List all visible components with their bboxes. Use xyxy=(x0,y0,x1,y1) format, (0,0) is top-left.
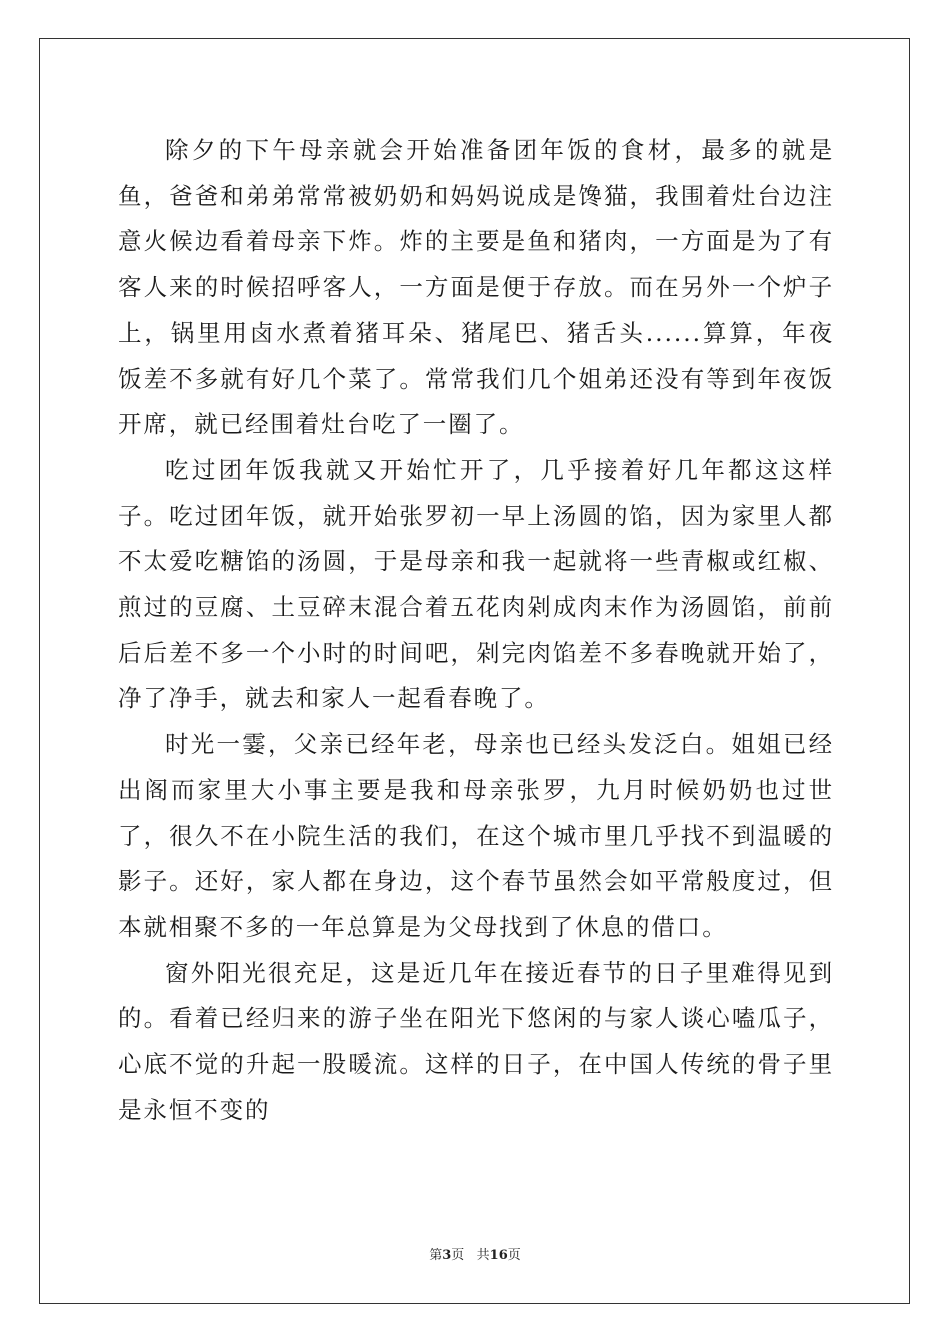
page-footer xyxy=(0,1244,950,1263)
paragraph-3: 时光一霎，父亲已经年老，母亲也已经头发泛白。姐姐已经出阁而家里大小事主要是我和母亲张罗，九月时候奶奶也过世了，很久不在小院生活的我们，在这个城市里几乎找不到温暖的影子。还好，家人都在身边，这个春节虽然会如平常般度过，但本就相聚不多的一年总算是为父母找到了休息的借口。 xyxy=(118,730,834,941)
paragraph-1: 除夕的下午母亲就会开始准备团年饭的食材，最多的就是鱼，爸爸和弟弟常常被奶奶和妈妈说成是馋猫，我围着灶台边注意火候边看着母亲下炸。炸的主要是鱼和猪肉，一方面是为了有客人来的时候招呼客人，一方面是便于存放。而在另外一个炉子上，锅里用卤水煮着猪耳朵、猪尾巴、猪舌头......算算，年夜饭差不多就有好几个菜了。常常我们几个姐弟还没有等到年夜饭开席，就已经围着灶台吃了一圈了。 xyxy=(118,136,834,439)
page-number-suffix: 页 xyxy=(507,1248,521,1263)
page-number-prefix: 第 xyxy=(429,1248,443,1263)
page-number-total: 16 xyxy=(489,1248,508,1263)
document-body xyxy=(118,128,834,1133)
page-number-current: 3 xyxy=(442,1248,452,1263)
paragraph-2: 吃过团年饭我就又开始忙开了，几乎接着好几年都这这样子。吃过团年饭，就开始张罗初一早上汤圆的馅，因为家里人都不太爱吃糖馅的汤圆，于是母亲和我一起就将一些青椒或红椒、煎过的豆腐、土豆碎末混合着五花肉剁成肉末作为汤圆馅，前前后后差不多一个小时的时间吧，剁完肉馅差不多春晚就开始了，净了净手，就去和家人一起看春晚了。 xyxy=(118,455,834,713)
page-number-mid: 页 共 xyxy=(451,1248,490,1263)
paragraph-4: 窗外阳光很充足，这是近几年在接近春节的日子里难得见到的。看着已经归来的游子坐在阳光下悠闲的与家人谈心嗑瓜子，心底不觉的升起一股暖流。这样的日子，在中国人传统的骨子里是永恒不变的 xyxy=(118,958,834,1124)
